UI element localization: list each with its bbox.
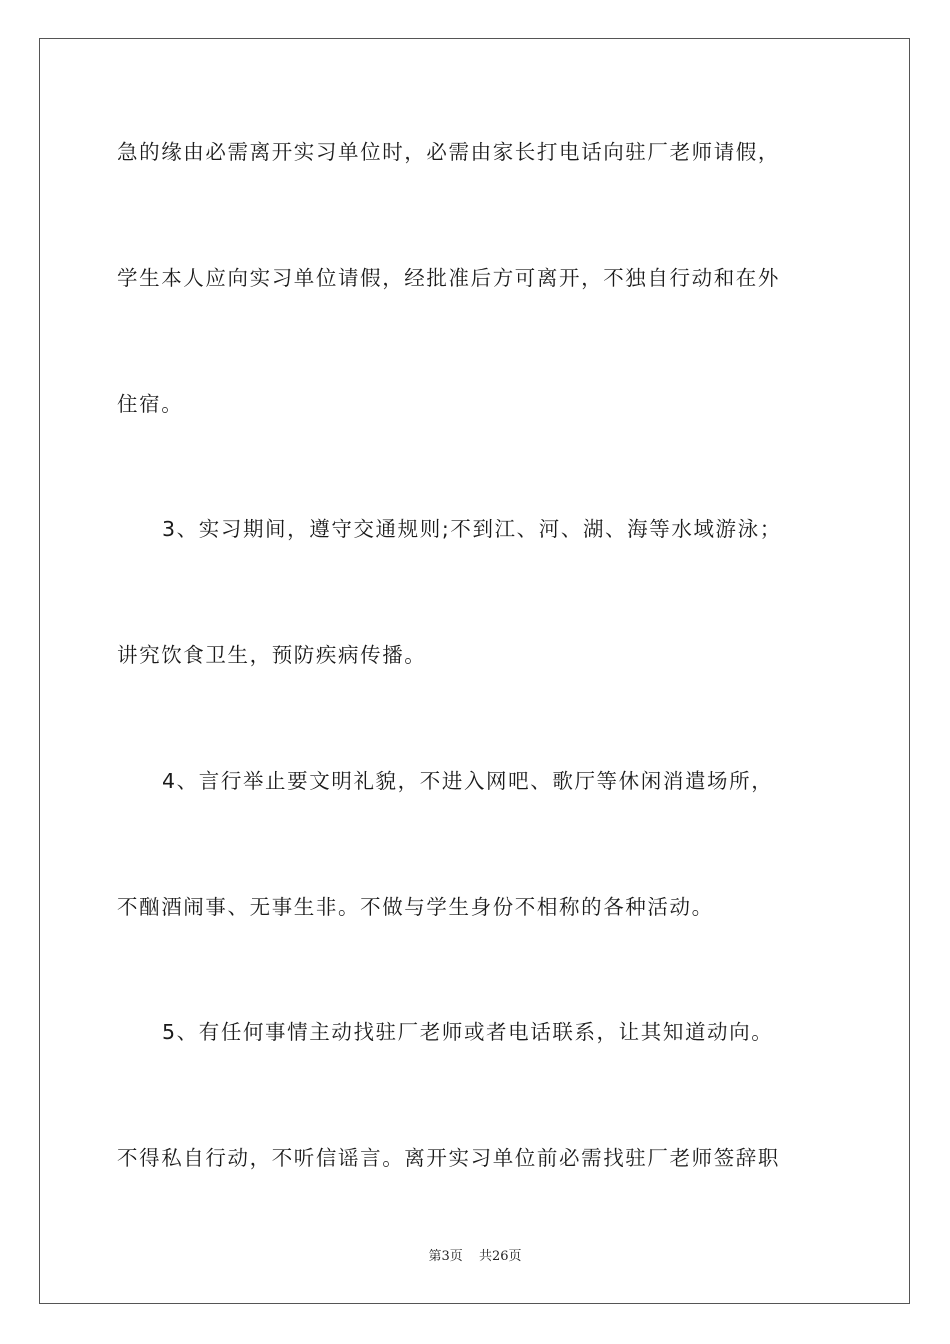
page-footer [0,1248,950,1266]
page-number: 第3页 [428,1249,463,1264]
body-text-line: 住宿。 [117,392,184,416]
page-total: 共26页 [478,1249,522,1264]
body-text-line: 学生本人应向实习单位请假，经批准后方可离开，不独自行动和在外 [117,266,780,290]
numbered-paragraph-line: 5、有任何事情主动找驻厂老师或者电话联系，让其知道动向。 [162,1020,774,1044]
numbered-paragraph-line: 4、言行举止要文明礼貌，不进入网吧、歌厅等休闲消遣场所， [162,769,774,793]
page-border [39,38,910,1304]
body-text-line: 不得私自行动，不听信谣言。离开实习单位前必需找驻厂老师签辞职 [117,1146,780,1170]
body-text-line: 讲究饮食卫生，预防疾病传播。 [117,643,427,667]
body-text-line: 急的缘由必需离开实习单位时，必需由家长打电话向驻厂老师请假， [117,140,780,164]
body-text-line: 不酗酒闹事、无事生非。不做与学生身份不相称的各种活动。 [117,895,714,919]
numbered-paragraph-line: 3、实习期间，遵守交通规则;不到江、河、湖、海等水域游泳； [162,517,782,541]
